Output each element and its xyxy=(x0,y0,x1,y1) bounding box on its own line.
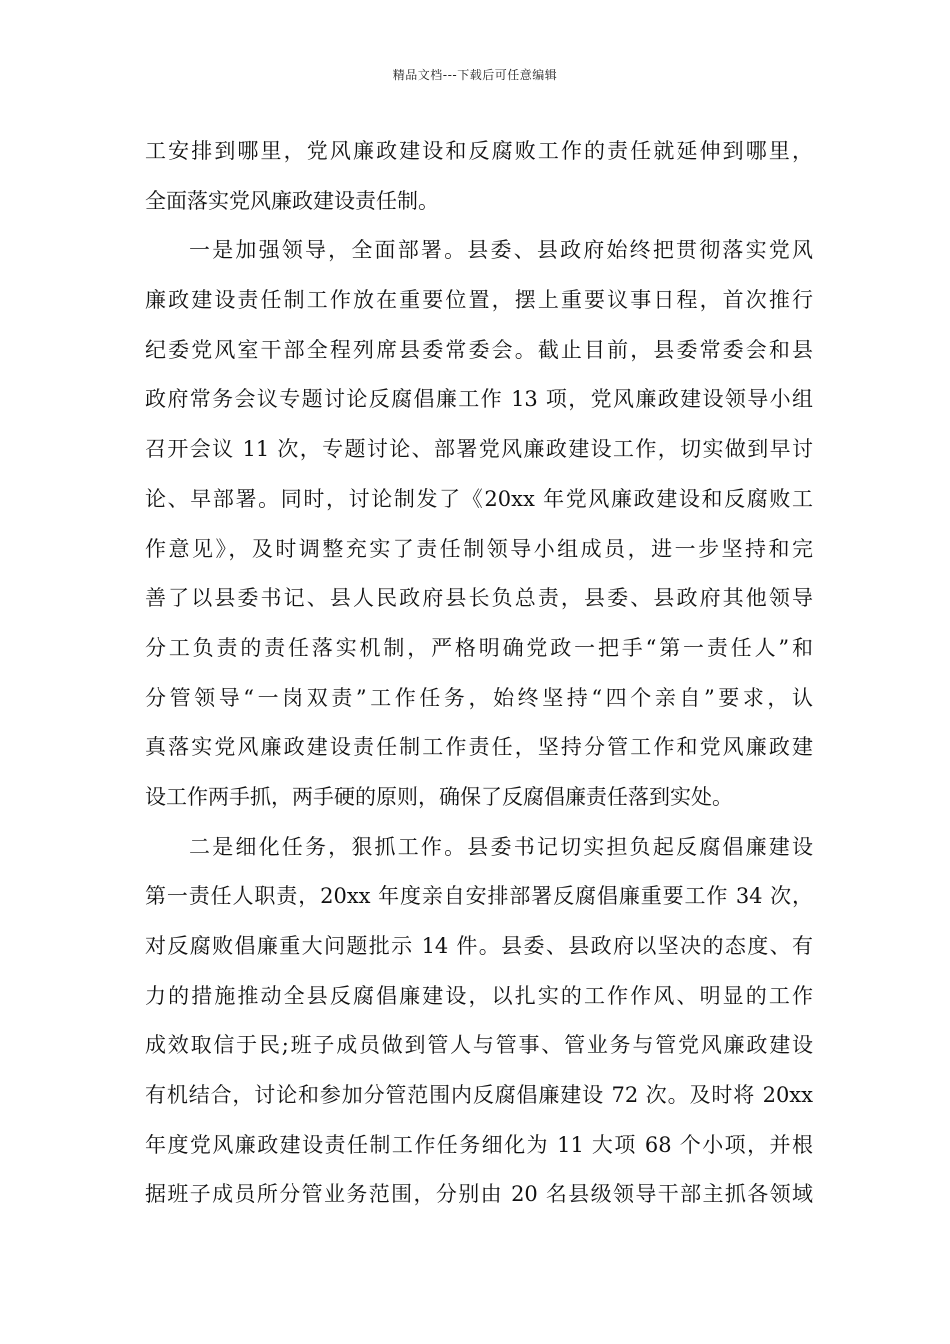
paragraph-line: 年度党风廉政建设责任制工作任务细化为 11 大项 68 个小项，并根 xyxy=(145,1132,813,1157)
paragraph-line: 真落实党风廉政建设责任制工作责任，坚持分管工作和党风廉政建 xyxy=(145,735,813,760)
paragraph-line: 设工作两手抓，两手硬的原则，确保了反腐倡廉责任落到实处。 xyxy=(145,784,733,809)
paragraph-line: 分管领导“一岗双责”工作任务，始终坚持“四个亲自”要求，认 xyxy=(145,685,813,710)
paragraph-line: 力的措施推动全县反腐倡廉建设，以扎实的工作作风、明显的工作 xyxy=(145,983,813,1008)
paragraph-line: 论、早部署。同时，讨论制发了《20xx 年党风廉政建设和反腐败工 xyxy=(145,486,813,511)
paragraph-line: 召开会议 11 次，专题讨论、部署党风廉政建设工作，切实做到早讨 xyxy=(145,437,813,462)
paragraph-line: 对反腐败倡廉重大问题批示 14 件。县委、县政府以坚决的态度、有 xyxy=(145,934,813,958)
paragraph-line: 善了以县委书记、县人民政府县长负总责，县委、县政府其他领导 xyxy=(145,586,813,611)
paragraph-line: 工安排到哪里，党风廉政建设和反腐败工作的责任就延伸到哪里， xyxy=(145,139,813,163)
paragraph-line: 第一责任人职责，20xx 年度亲自安排部署反腐倡廉重要工作 34 次， xyxy=(145,884,813,909)
paragraph-line: 据班子成员所分管业务范围，分别由 20 名县级领导干部主抓各领域 xyxy=(145,1182,813,1207)
paragraph-line: 二是细化任务，狠抓工作。县委书记切实担负起反腐倡廉建设 xyxy=(189,834,813,859)
page-header: 精品文档---下载后可任意编辑 xyxy=(392,68,558,82)
paragraph-line: 纪委党风室干部全程列席县委常委会。截止目前，县委常委会和县 xyxy=(145,337,813,362)
document-body xyxy=(145,127,813,1220)
paragraph-line: 有机结合，讨论和参加分管范围内反腐倡廉建设 72 次。及时将 20xx xyxy=(145,1083,813,1108)
paragraph-line: 成效取信于民;班子成员做到管人与管事、管业务与管党风廉政建设 xyxy=(145,1033,813,1058)
paragraph-line: 作意见》，及时调整充实了责任制领导小组成员，进一步坚持和完 xyxy=(145,536,813,561)
paragraph-line: 一是加强领导，全面部署。县委、县政府始终把贯彻落实党风 xyxy=(189,238,813,263)
paragraph-line: 全面落实党风廉政建设责任制。 xyxy=(145,188,439,213)
paragraph-line: 政府常务会议专题讨论反腐倡廉工作 13 项，党风廉政建设领导小组 xyxy=(145,387,813,412)
paragraph-line: 廉政建设责任制工作放在重要位置，摆上重要议事日程，首次推行 xyxy=(145,288,813,313)
paragraph-line: 分工负责的责任落实机制，严格明确党政一把手“第一责任人”和 xyxy=(145,635,813,660)
